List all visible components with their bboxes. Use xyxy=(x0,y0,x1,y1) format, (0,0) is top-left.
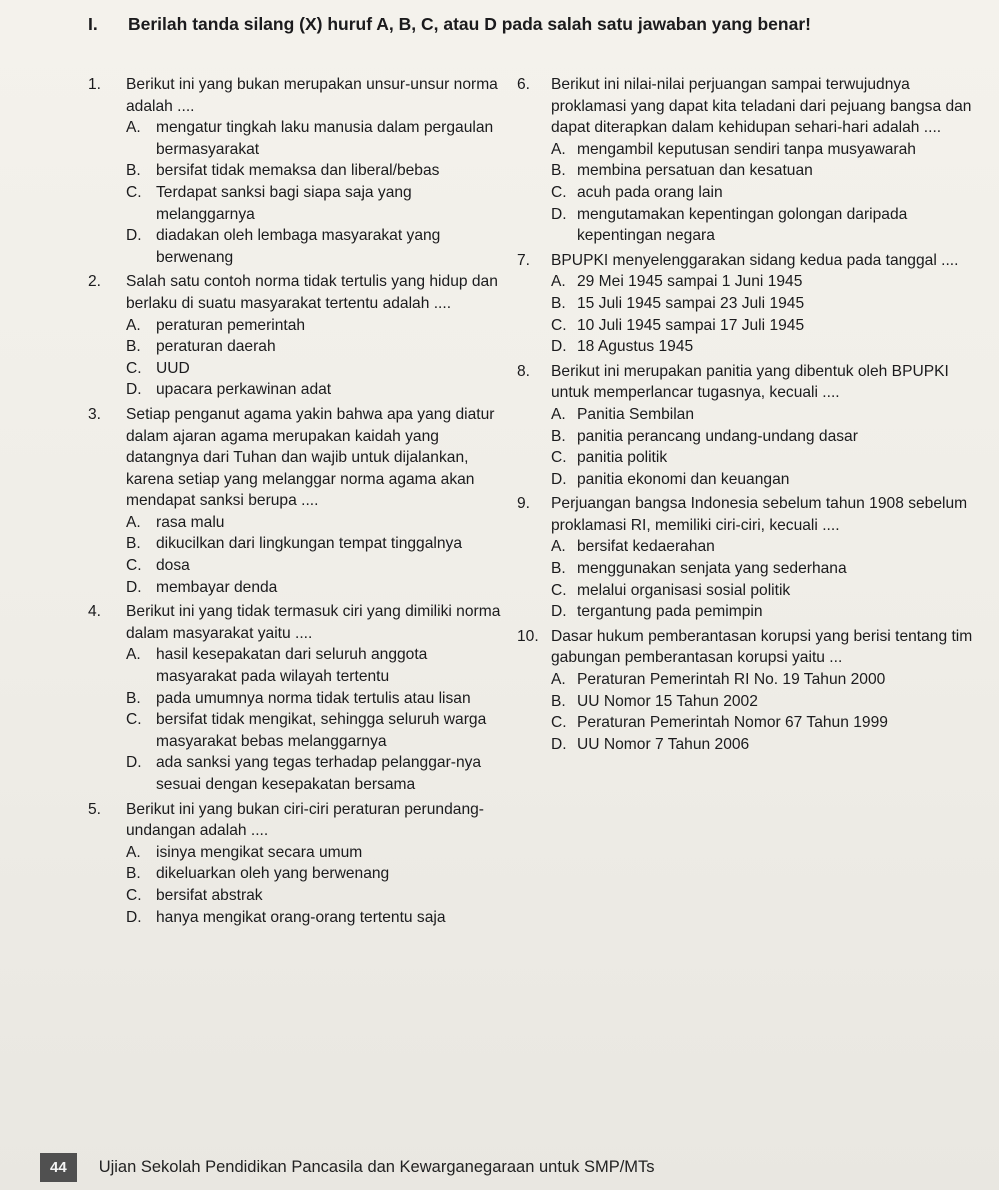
option-letter: D. xyxy=(126,227,142,245)
section-number: I. xyxy=(88,14,98,34)
question-3 xyxy=(88,404,512,598)
option-text: Peraturan Pemerintah RI No. 19 Tahun 2000 xyxy=(577,671,886,689)
option-text: panitia perancang undang-undang dasar xyxy=(577,427,858,445)
option-text: 29 Mei 1945 sampai 1 Juni 1945 xyxy=(577,273,803,291)
question-number: 1. xyxy=(88,76,102,93)
option-letter: D. xyxy=(551,470,567,488)
option-letter: B. xyxy=(126,689,141,707)
answer-option-b[interactable] xyxy=(126,533,512,555)
question-number: 5. xyxy=(88,800,102,818)
answer-option-a[interactable] xyxy=(551,404,976,426)
option-text: 18 Agustus 1945 xyxy=(577,338,694,356)
answer-option-c[interactable] xyxy=(126,709,512,752)
option-text: hanya mengikat orang-orang tertentu saja xyxy=(156,908,446,926)
option-text: isinya mengikat secara umum xyxy=(156,843,363,861)
option-text: tergantung pada pemimpin xyxy=(577,603,763,621)
option-letter: B. xyxy=(126,535,141,553)
option-text: Terdapat sanksi bagi siapa saja yang melanggarnya xyxy=(156,183,412,223)
answer-option-c[interactable] xyxy=(551,447,976,469)
question-text: Berikut ini nilai-nilai perjuangan sampai terwujudnya proklamasi yang dapat kita teladani dari pejuang bangsa dan dapat diterapkan dalam kehidupan sehari-hari adalah .... xyxy=(551,76,972,137)
option-letter: C. xyxy=(551,581,567,599)
answer-option-a[interactable] xyxy=(551,139,976,161)
answer-option-c[interactable] xyxy=(126,182,512,225)
answer-option-b[interactable] xyxy=(551,558,976,580)
left-column xyxy=(88,74,512,931)
answer-option-d[interactable] xyxy=(126,379,512,401)
option-letter: A. xyxy=(126,119,141,137)
answer-option-c[interactable] xyxy=(551,712,976,734)
answer-option-b[interactable] xyxy=(551,691,976,713)
option-letter: D. xyxy=(126,754,142,772)
option-text: peraturan daerah xyxy=(156,338,276,356)
option-text: 10 Juli 1945 sampai 17 Juli 1945 xyxy=(577,316,805,334)
question-number: 10. xyxy=(517,627,539,645)
option-letter: B. xyxy=(551,162,566,180)
option-text: UUD xyxy=(156,359,190,377)
option-letter: A. xyxy=(551,405,566,423)
question-8 xyxy=(517,361,976,491)
answer-option-d[interactable] xyxy=(126,752,512,795)
option-text: 15 Juli 1945 sampai 23 Juli 1945 xyxy=(577,294,805,312)
option-letter: C. xyxy=(126,359,142,377)
answer-option-a[interactable] xyxy=(126,117,512,160)
option-letter: D. xyxy=(551,603,567,621)
option-text: Peraturan Pemerintah Nomor 67 Tahun 1999 xyxy=(577,714,888,732)
answer-option-b[interactable] xyxy=(551,160,976,182)
answer-option-d[interactable] xyxy=(551,204,976,247)
option-letter: C. xyxy=(126,886,142,904)
option-letter: B. xyxy=(551,692,566,710)
option-text: UU Nomor 15 Tahun 2002 xyxy=(577,692,758,710)
option-letter: A. xyxy=(551,140,566,158)
question-text: Berikut ini yang bukan merupakan unsur-unsur norma adalah .... xyxy=(126,76,498,115)
option-letter: C. xyxy=(551,714,567,732)
option-text: rasa malu xyxy=(156,513,225,531)
answer-option-d[interactable] xyxy=(126,907,512,929)
option-letter: A. xyxy=(126,646,141,664)
option-text: diadakan oleh lembaga masyarakat yang berwenang xyxy=(156,227,441,266)
answer-option-c[interactable] xyxy=(551,315,976,337)
question-number: 3. xyxy=(88,405,102,423)
answer-option-a[interactable] xyxy=(126,644,512,687)
question-number: 8. xyxy=(517,362,531,380)
answer-option-b[interactable] xyxy=(126,863,512,885)
option-text: mengambil keputusan sendiri tanpa musyawarah xyxy=(577,140,916,158)
option-text: dikucilkan dari lingkungan tempat tinggalnya xyxy=(156,535,463,553)
question-text: BPUPKI menyelenggarakan sidang kedua pada tanggal .... xyxy=(551,251,959,269)
option-letter: C. xyxy=(551,449,567,467)
option-letter: B. xyxy=(551,560,566,578)
answer-option-a[interactable] xyxy=(126,512,512,534)
option-text: mengutamakan kepentingan golongan daripada kepentingan negara xyxy=(577,205,908,245)
answer-option-d[interactable] xyxy=(551,734,976,756)
option-text: melalui organisasi sosial politik xyxy=(577,581,791,599)
section-instruction: Berilah tanda silang (X) huruf A, B, C, atau D pada salah satu jawaban yang benar! xyxy=(128,14,811,34)
option-text: upacara perkawinan adat xyxy=(156,381,332,399)
page-number: 44 xyxy=(40,1153,77,1182)
option-letter: A. xyxy=(126,316,141,334)
option-letter: D. xyxy=(126,381,142,399)
question-7 xyxy=(517,250,976,358)
option-text: pada umumnya norma tidak tertulis atau lisan xyxy=(156,689,471,707)
option-letter: B. xyxy=(551,294,566,312)
option-letter: C. xyxy=(126,557,142,575)
answer-option-c[interactable] xyxy=(551,182,976,204)
answer-option-b[interactable] xyxy=(126,688,512,710)
answer-option-d[interactable] xyxy=(126,577,512,599)
option-letter: B. xyxy=(551,427,566,445)
option-text: panitia ekonomi dan keuangan xyxy=(577,470,790,488)
question-2 xyxy=(88,271,512,401)
question-4 xyxy=(88,601,512,795)
question-text: Berikut ini merupakan panitia yang dibentuk oleh BPUPKI untuk memperlancar tugasnya, kecuali .... xyxy=(551,362,949,402)
option-letter: A. xyxy=(126,843,141,861)
option-letter: B. xyxy=(126,338,141,356)
option-letter: D. xyxy=(551,735,567,753)
option-letter: B. xyxy=(126,865,141,883)
option-letter: C. xyxy=(551,183,567,201)
option-letter: A. xyxy=(551,671,566,689)
option-letter: A. xyxy=(551,538,566,556)
answer-option-b[interactable] xyxy=(551,293,976,315)
answer-option-a[interactable] xyxy=(126,842,512,864)
option-text: membayar denda xyxy=(156,578,278,596)
question-5 xyxy=(88,799,512,929)
option-letter: C. xyxy=(551,316,567,334)
question-text: Salah satu contoh norma tidak tertulis yang hidup dan berlaku di suatu masyarakat tertentu adalah .... xyxy=(126,273,498,312)
question-9 xyxy=(517,493,976,623)
option-letter: A. xyxy=(126,513,141,531)
answer-option-a[interactable] xyxy=(126,315,512,337)
answer-option-c[interactable] xyxy=(126,358,512,380)
option-text: UU Nomor 7 Tahun 2006 xyxy=(577,735,750,753)
option-text: menggunakan senjata yang sederhana xyxy=(577,560,847,578)
option-text: acuh pada orang lain xyxy=(577,183,723,201)
option-text: ada sanksi yang tegas terhadap pelanggar-nya sesuai dengan kesepakatan bersama xyxy=(156,754,482,793)
option-text: hasil kesepakatan dari seluruh anggota masyarakat pada wilayah tertentu xyxy=(156,646,428,686)
question-text: Dasar hukum pemberantasan korupsi yang berisi tentang tim gabungan pemberantasan korupsi yaitu ... xyxy=(551,627,973,667)
answer-option-d[interactable] xyxy=(126,225,512,268)
option-letter: D. xyxy=(126,578,142,596)
answer-option-a[interactable] xyxy=(551,669,976,691)
answer-option-d[interactable] xyxy=(551,469,976,491)
question-number: 9. xyxy=(517,495,531,513)
option-text: bersifat tidak mengikat, sehingga seluruh warga masyarakat bebas melanggarnya xyxy=(156,711,487,750)
question-text: Berikut ini yang tidak termasuk ciri yang dimiliki norma dalam masyarakat yaitu .... xyxy=(126,603,501,642)
answer-option-d[interactable] xyxy=(551,601,976,623)
option-text: dikeluarkan oleh yang berwenang xyxy=(156,865,390,883)
right-column xyxy=(517,74,976,758)
page-footer xyxy=(40,1150,655,1184)
answer-option-a[interactable] xyxy=(551,536,976,558)
section-heading xyxy=(88,14,811,35)
option-letter: B. xyxy=(126,162,141,180)
option-letter: D. xyxy=(126,908,142,926)
option-letter: D. xyxy=(551,338,567,356)
option-text: panitia politik xyxy=(577,449,668,467)
question-number: 7. xyxy=(517,251,531,269)
question-text: Berikut ini yang bukan ciri-ciri peraturan perundang-undangan adalah .... xyxy=(126,800,484,840)
option-text: membina persatuan dan kesatuan xyxy=(577,162,813,180)
question-number: 2. xyxy=(88,273,102,291)
question-text: Setiap penganut agama yakin bahwa apa yang diatur dalam ajaran agama merupakan kaidah yang datangnya dari Tuhan dan wajib untuk dijalankan, karena setiap yang melanggar norma agama akan mendapat sanksi berupa .... xyxy=(126,405,495,510)
answer-option-c[interactable] xyxy=(126,885,512,907)
question-10 xyxy=(517,626,976,756)
answer-option-d[interactable] xyxy=(551,336,976,358)
footer-title: Ujian Sekolah Pendidikan Pancasila dan Kewarganegaraan untuk SMP/MTs xyxy=(98,1157,655,1176)
option-text: dosa xyxy=(156,557,190,575)
option-text: bersifat kedaerahan xyxy=(577,538,715,556)
question-1 xyxy=(88,74,512,268)
option-text: Panitia Sembilan xyxy=(577,405,695,423)
question-number: 4. xyxy=(88,603,102,621)
answer-option-b[interactable] xyxy=(126,160,512,182)
option-text: mengatur tingkah laku manusia dalam pergaulan bermasyarakat xyxy=(156,119,494,158)
option-letter: A. xyxy=(551,273,566,291)
question-text: Perjuangan bangsa Indonesia sebelum tahun 1908 sebelum proklamasi RI, memiliki ciri-ciri, kecuali .... xyxy=(551,495,968,534)
option-text: peraturan pemerintah xyxy=(156,316,306,334)
option-letter: D. xyxy=(551,205,567,223)
answer-option-a[interactable] xyxy=(551,271,976,293)
answer-option-c[interactable] xyxy=(551,580,976,602)
question-number: 6. xyxy=(517,76,531,93)
option-text: bersifat abstrak xyxy=(156,886,263,904)
answer-option-b[interactable] xyxy=(551,426,976,448)
question-6 xyxy=(517,74,976,247)
answer-option-c[interactable] xyxy=(126,555,512,577)
option-letter: C. xyxy=(126,711,142,729)
option-text: bersifat tidak memaksa dan liberal/bebas xyxy=(156,162,440,180)
option-letter: C. xyxy=(126,183,142,201)
answer-option-b[interactable] xyxy=(126,336,512,358)
